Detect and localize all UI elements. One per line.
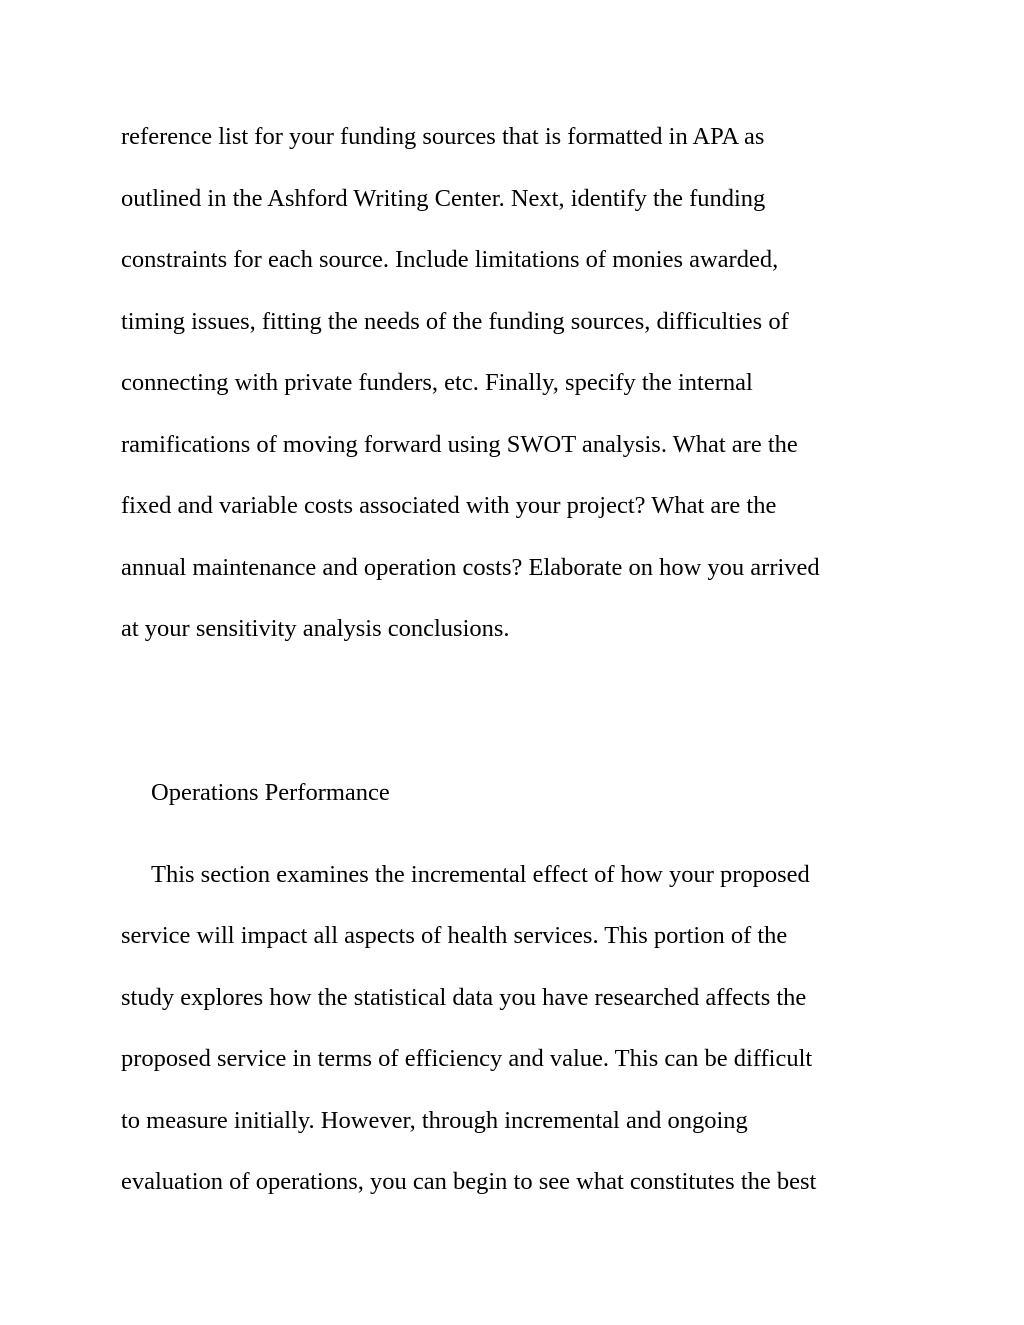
paragraph-1-line-5: connecting with private funders, etc. Finally, specify the internal (121, 369, 753, 396)
paragraph-1-line-2: outlined in the Ashford Writing Center. Next, identify the funding (121, 185, 766, 212)
paragraph-1-line-7: fixed and variable costs associated with your project? What are the (121, 492, 777, 519)
paragraph-2-line-2: service will impact all aspects of health services. This portion of the (121, 922, 788, 949)
paragraph-1-line-3: constraints for each source. Include limitations of monies awarded, (121, 246, 779, 273)
paragraph-2-line-4: proposed service in terms of efficiency and value. This can be difficult (121, 1045, 813, 1072)
paragraph-2-line-6: evaluation of operations, you can begin to see what constitutes the best (121, 1168, 817, 1195)
paragraph-1-line-9: at your sensitivity analysis conclusions. (121, 615, 510, 642)
paragraph-2-line-5: to measure initially. However, through incremental and ongoing (121, 1107, 748, 1134)
paragraph-1-line-6: ramifications of moving forward using SWOT analysis. What are the (121, 431, 798, 458)
paragraph-1-line-4: timing issues, fitting the needs of the funding sources, difficulties of (121, 308, 789, 335)
paragraph-1-line-8: annual maintenance and operation costs? Elaborate on how you arrived (121, 554, 820, 581)
section-heading: Operations Performance (151, 779, 390, 806)
paragraph-2-line-3: study explores how the statistical data you have researched affects the (121, 984, 807, 1011)
paragraph-1-line-1: reference list for your funding sources that is formatted in APA as (121, 123, 765, 150)
paragraph-2-line-1: This section examines the incremental effect of how your proposed (151, 861, 810, 888)
